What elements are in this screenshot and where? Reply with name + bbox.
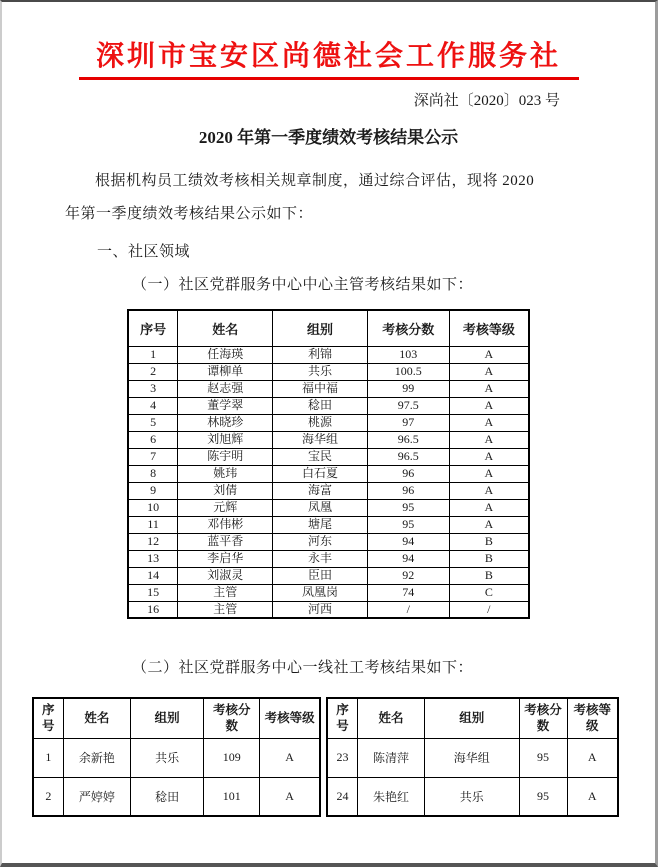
table-cell: 严婷婷: [63, 777, 130, 816]
column-header: 考核等级: [567, 698, 618, 738]
column-header: 考核分数: [367, 310, 449, 346]
table-cell: 稔田: [131, 777, 204, 816]
table-cell: A: [449, 516, 529, 533]
table-cell: 共乐: [131, 738, 204, 777]
table-cell: A: [449, 414, 529, 431]
table-cell: 5: [128, 414, 178, 431]
section-heading-community: 一、社区领域: [97, 244, 191, 260]
table-cell: 2: [33, 777, 63, 816]
table-row: [128, 533, 529, 550]
table-row: [128, 380, 529, 397]
table-cell: 96.5: [367, 448, 449, 465]
table-cell: A: [567, 738, 618, 777]
table-cell: 李启华: [178, 550, 273, 567]
table-cell: 主管: [178, 601, 273, 618]
table-cell: 主管: [178, 584, 273, 601]
table-cell: 臣田: [273, 567, 368, 584]
table-header-row: [327, 698, 618, 738]
table-header-row: [33, 698, 320, 738]
table-cell: A: [449, 499, 529, 516]
table-cell: 95: [367, 499, 449, 516]
table-cell: 10: [128, 499, 178, 516]
paragraph-line-1: 根据机构员工绩效考核相关规章制度，通过综合评估，现将 2020: [95, 173, 535, 189]
table-cell: 姚玮: [178, 465, 273, 482]
table-cell: A: [449, 448, 529, 465]
red-divider-rule: [79, 77, 579, 80]
table-cell: 白石夏: [273, 465, 368, 482]
table-cell: B: [449, 567, 529, 584]
column-header: 序号: [128, 310, 178, 346]
supervisor-assessment-table: [127, 309, 530, 619]
table-cell: 朱艳红: [358, 777, 425, 816]
table-cell: A: [449, 397, 529, 414]
table-row: [128, 465, 529, 482]
table-cell: /: [449, 601, 529, 618]
table-cell: 蓝平香: [178, 533, 273, 550]
table-cell: 海华组: [424, 738, 519, 777]
table-cell: 余新艳: [63, 738, 130, 777]
document-title: 2020 年第一季度绩效考核结果公示: [198, 128, 459, 147]
table-cell: A: [449, 465, 529, 482]
table-cell: 刘倩: [178, 482, 273, 499]
table-cell: 2: [128, 363, 178, 380]
column-header: 组别: [131, 698, 204, 738]
table-cell: 陈宇明: [178, 448, 273, 465]
table-row: [128, 567, 529, 584]
table-cell: 12: [128, 533, 178, 550]
table-cell: 24: [327, 777, 358, 816]
table-cell: 凤凰: [273, 499, 368, 516]
organization-title: 深圳市宝安区尚德社会工作服务社: [95, 41, 561, 72]
table-cell: 海华组: [273, 431, 368, 448]
column-header: 考核分数: [204, 698, 260, 738]
table-cell: 陈清萍: [358, 738, 425, 777]
table-cell: 92: [367, 567, 449, 584]
table-cell: 99: [367, 380, 449, 397]
table-row: [128, 397, 529, 414]
table-cell: 4: [128, 397, 178, 414]
table-cell: 塘尾: [273, 516, 368, 533]
table-row: [128, 346, 529, 363]
table-cell: 1: [33, 738, 63, 777]
table-cell: 103: [367, 346, 449, 363]
table-cell: 8: [128, 465, 178, 482]
table-cell: 96: [367, 465, 449, 482]
column-header: 姓名: [178, 310, 273, 346]
table-cell: 永丰: [273, 550, 368, 567]
table-cell: 宝民: [273, 448, 368, 465]
table-row: [128, 482, 529, 499]
table-cell: 97.5: [367, 397, 449, 414]
table-cell: 95: [519, 777, 567, 816]
table-cell: 邓伟彬: [178, 516, 273, 533]
table-row: [327, 738, 618, 777]
table-cell: A: [449, 431, 529, 448]
table-cell: A: [260, 777, 320, 816]
table-row: [327, 777, 618, 816]
table-cell: A: [449, 482, 529, 499]
table-cell: 海富: [273, 482, 368, 499]
table-row: [128, 550, 529, 567]
table-cell: 林晓珍: [178, 414, 273, 431]
table-row: [128, 584, 529, 601]
table-row: [33, 777, 320, 816]
table-row: [128, 448, 529, 465]
subsection-heading-frontline: （二）社区党群服务中心一线社工考核结果如下：: [132, 660, 474, 676]
table-header-row: [128, 310, 529, 346]
table-cell: 利锦: [273, 346, 368, 363]
table-cell: A: [567, 777, 618, 816]
document-number: 深尚社〔2020〕023 号: [413, 93, 560, 109]
table-cell: 福中福: [273, 380, 368, 397]
table-cell: 共乐: [424, 777, 519, 816]
table-cell: C: [449, 584, 529, 601]
table-cell: 23: [327, 738, 358, 777]
column-header: 序号: [327, 698, 358, 738]
subsection-heading-supervisors: （一）社区党群服务中心中心主管考核结果如下：: [132, 277, 474, 293]
table-cell: 任海瑛: [178, 346, 273, 363]
table-cell: 赵志强: [178, 380, 273, 397]
table-cell: 13: [128, 550, 178, 567]
table-cell: 河东: [273, 533, 368, 550]
table-cell: B: [449, 533, 529, 550]
table-cell: 7: [128, 448, 178, 465]
table-cell: 董学翠: [178, 397, 273, 414]
table-cell: 109: [204, 738, 260, 777]
table-cell: 3: [128, 380, 178, 397]
table-cell: A: [449, 363, 529, 380]
paragraph-line-2: 年第一季度绩效考核结果公示如下：: [65, 206, 314, 222]
table-cell: A: [449, 380, 529, 397]
column-header: 组别: [273, 310, 368, 346]
table-cell: 94: [367, 533, 449, 550]
table-cell: 16: [128, 601, 178, 618]
table-cell: 谭柳单: [178, 363, 273, 380]
table-cell: 共乐: [273, 363, 368, 380]
frontline-assessment-table-left: [32, 697, 321, 817]
table-cell: 河西: [273, 601, 368, 618]
table-cell: 桃源: [273, 414, 368, 431]
table-row: [128, 516, 529, 533]
table-cell: /: [367, 601, 449, 618]
frontline-assessment-table-right: [326, 697, 619, 817]
table-cell: 15: [128, 584, 178, 601]
table-cell: 刘淑灵: [178, 567, 273, 584]
table-cell: 14: [128, 567, 178, 584]
table-row: [128, 414, 529, 431]
table-cell: 稔田: [273, 397, 368, 414]
table-row: [128, 499, 529, 516]
table-cell: 74: [367, 584, 449, 601]
frontline-tables-container: [32, 697, 619, 817]
table-cell: 96.5: [367, 431, 449, 448]
column-header: 考核等级: [260, 698, 320, 738]
column-header: 序号: [33, 698, 63, 738]
column-header: 姓名: [358, 698, 425, 738]
column-header: 组别: [424, 698, 519, 738]
table-cell: 96: [367, 482, 449, 499]
table-cell: 9: [128, 482, 178, 499]
table-cell: 101: [204, 777, 260, 816]
table-cell: 6: [128, 431, 178, 448]
table-row: [33, 738, 320, 777]
table-cell: 刘旭辉: [178, 431, 273, 448]
column-header: 姓名: [63, 698, 130, 738]
table-cell: 凤凰岗: [273, 584, 368, 601]
table-cell: 94: [367, 550, 449, 567]
table-cell: A: [260, 738, 320, 777]
table-cell: 95: [367, 516, 449, 533]
table-cell: B: [449, 550, 529, 567]
table-row: [128, 431, 529, 448]
column-header: 考核分数: [519, 698, 567, 738]
table-row: [128, 601, 529, 618]
table-cell: 11: [128, 516, 178, 533]
table-cell: 元辉: [178, 499, 273, 516]
table-cell: 97: [367, 414, 449, 431]
table-cell: A: [449, 346, 529, 363]
table-cell: 1: [128, 346, 178, 363]
column-header: 考核等级: [449, 310, 529, 346]
table-row: [128, 363, 529, 380]
table-cell: 100.5: [367, 363, 449, 380]
table-cell: 95: [519, 738, 567, 777]
body-paragraph: [65, 165, 593, 231]
